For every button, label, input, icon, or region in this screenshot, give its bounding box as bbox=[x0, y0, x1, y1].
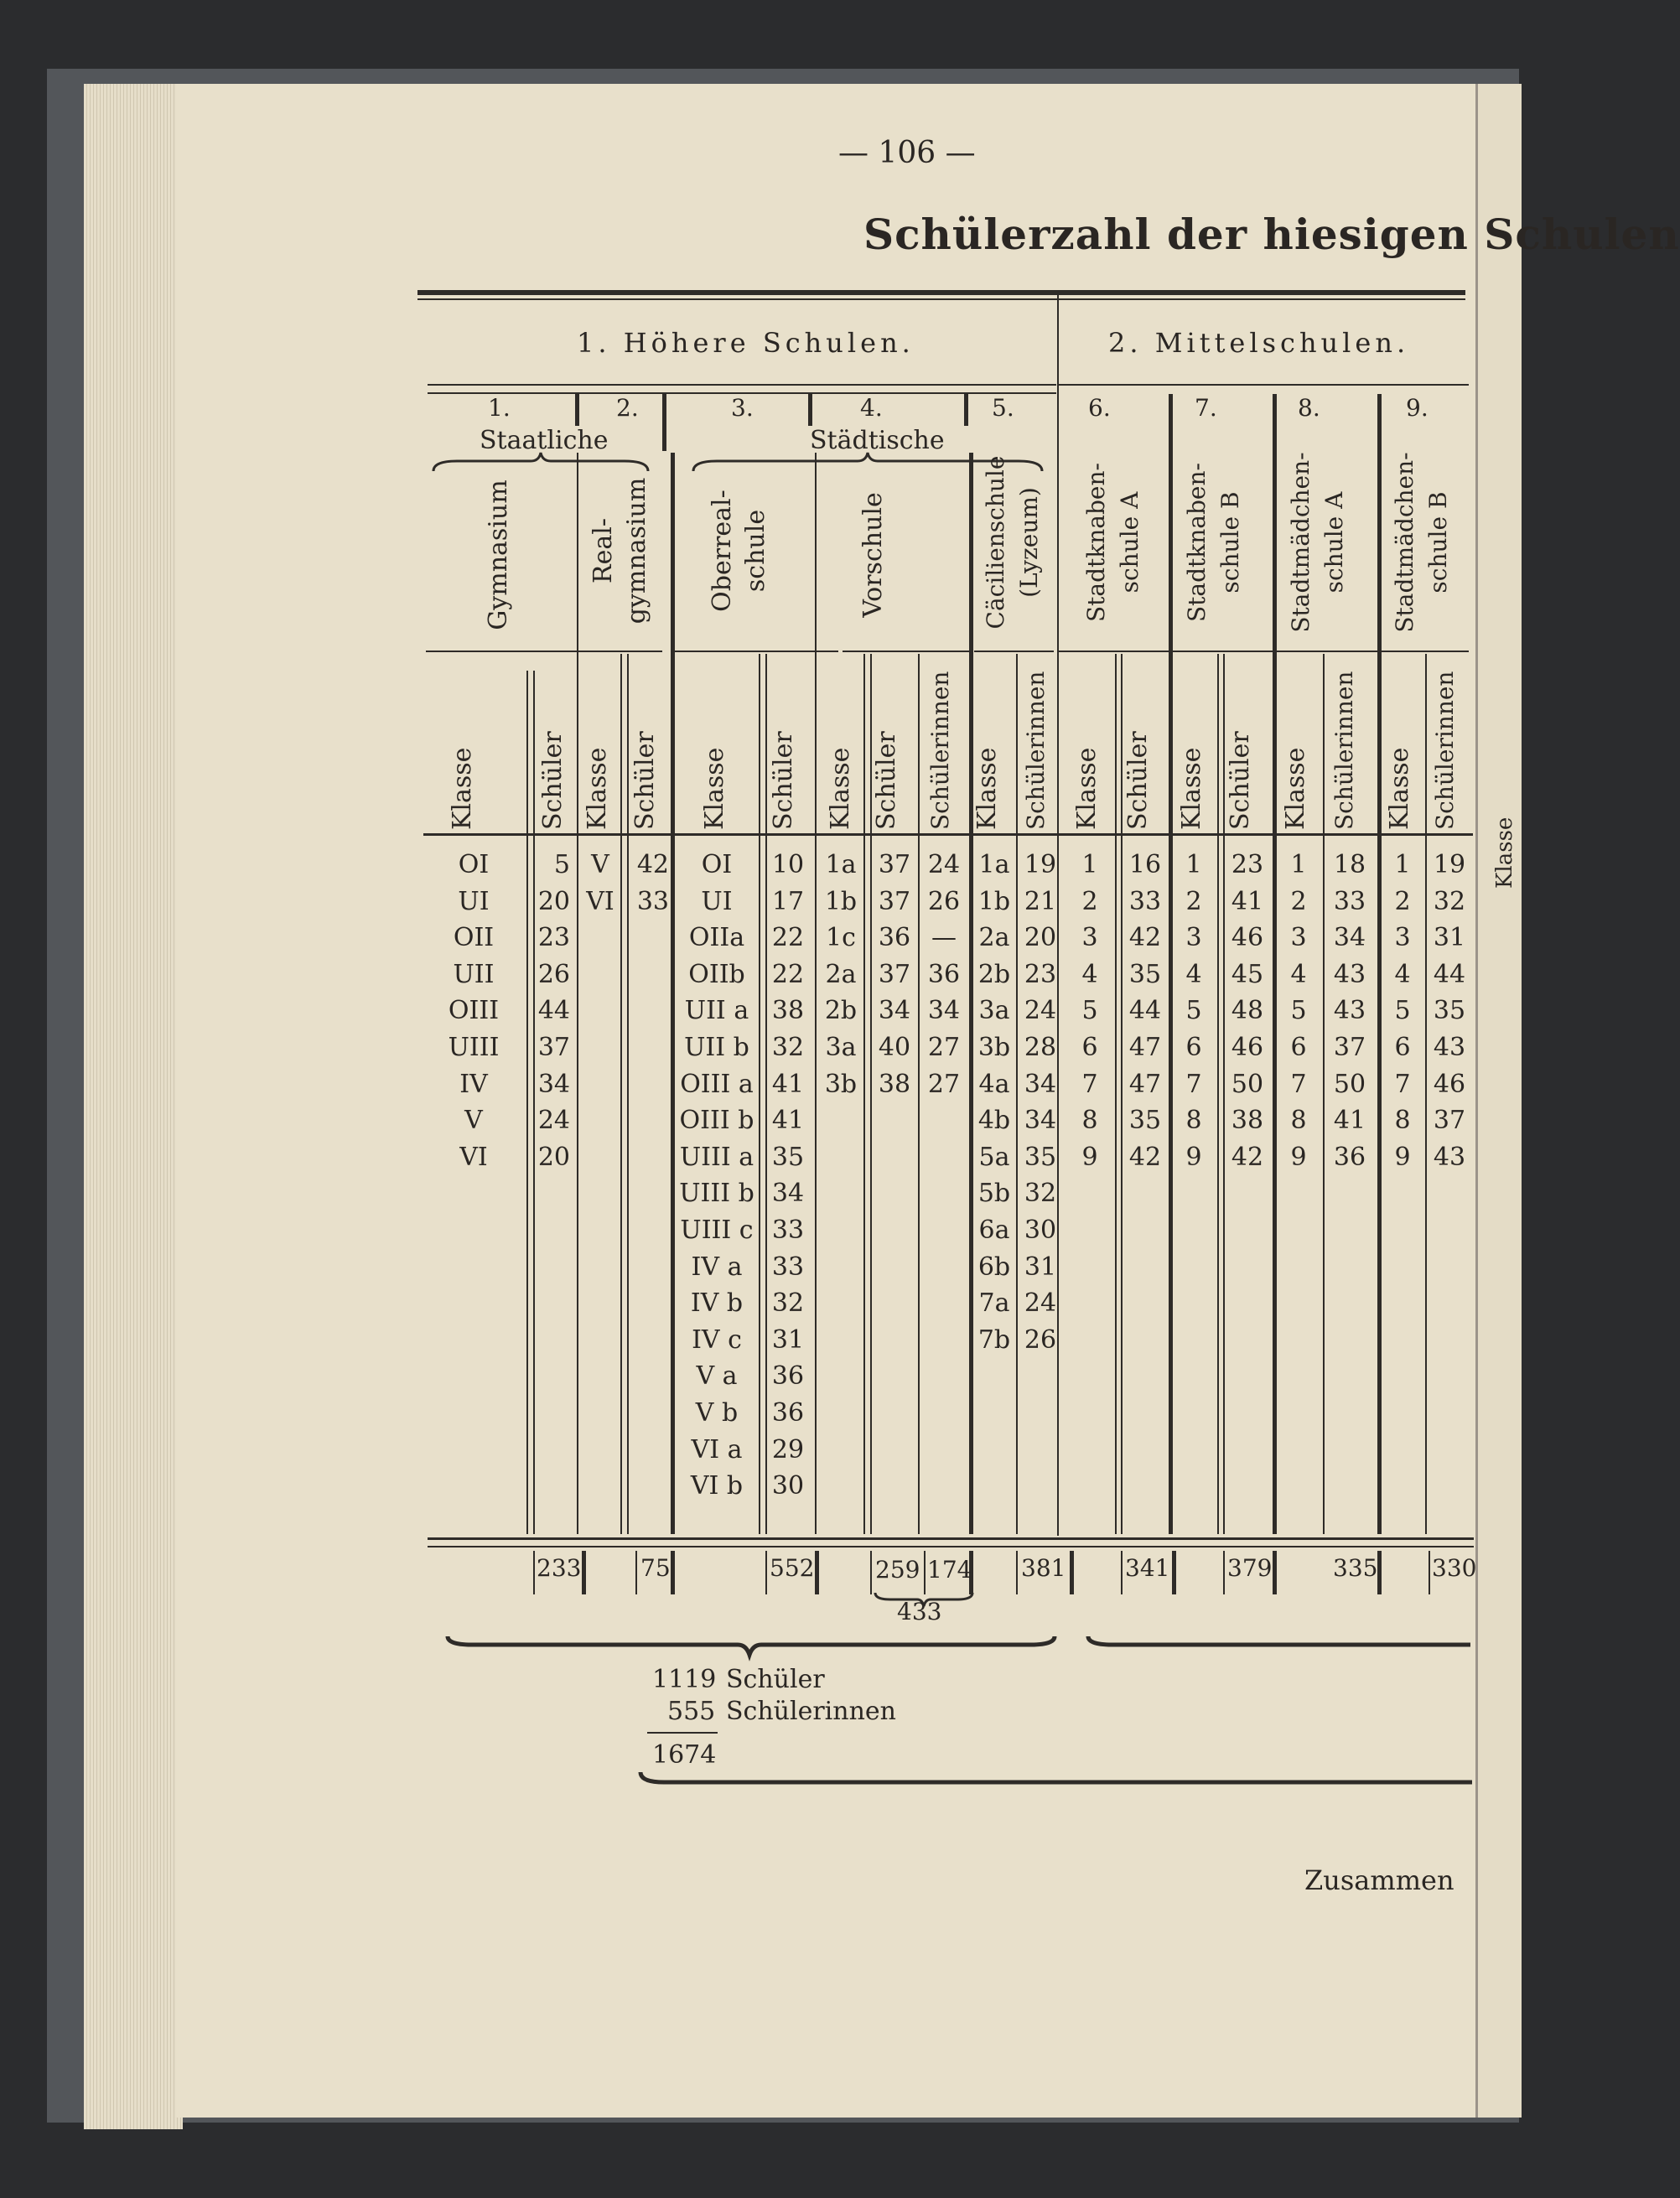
sub-ober-schueler: Schüler bbox=[769, 731, 798, 830]
group-mittel: 2. Mittelschulen. bbox=[1108, 327, 1410, 359]
num-1: 1. bbox=[488, 394, 511, 422]
rule-c bbox=[1058, 384, 1469, 386]
rule-gym-sub bbox=[426, 651, 577, 652]
tot-vl-16 bbox=[1377, 1551, 1382, 1594]
col-lyz-klasse: 1a 1b 2a 2b 3a 3b 4a 4b 5a 5b 6a 6b 7a 7b bbox=[977, 850, 1011, 1355]
page-edges bbox=[84, 84, 183, 2129]
num-3: 3. bbox=[731, 394, 754, 422]
sub-vor-schuelerinnen: Schülerinnen bbox=[926, 671, 954, 830]
school-vorschule: Vorschule bbox=[858, 492, 888, 618]
rule-lyz-sub bbox=[974, 651, 1054, 652]
rule-ober-sub bbox=[675, 651, 838, 652]
page-number: — 106 — bbox=[838, 136, 976, 170]
tot-vl-8 bbox=[924, 1551, 926, 1594]
sub-smb-schuelerinnen: Schülerinnen bbox=[1431, 671, 1459, 830]
num-4: 4. bbox=[860, 394, 883, 422]
col-ober-schueler: 10 17 22 22 38 32 41 41 35 34 33 33 32 31 36 36 29 30 bbox=[771, 850, 805, 1501]
tot-vl-7 bbox=[870, 1551, 872, 1594]
sub-vor-schueler: Schüler bbox=[872, 731, 901, 830]
staedtische-label: Städtische bbox=[810, 426, 945, 455]
sub-lyz-schuelerinnen: Schülerinnen bbox=[1022, 671, 1050, 830]
school-oberrealschule: Oberreal- schule bbox=[708, 490, 770, 612]
sub-gym-klasse: Klasse bbox=[448, 747, 477, 830]
summary-schuelerinnen-count: 555 bbox=[667, 1697, 716, 1726]
vl-real-a bbox=[620, 654, 622, 1534]
total-sma: 335 bbox=[1333, 1554, 1378, 1582]
sub-skb-klasse: Klasse bbox=[1177, 747, 1206, 830]
summary-schuelerinnen-label: Schülerinnen bbox=[726, 1697, 896, 1726]
tot-vl-1 bbox=[533, 1551, 535, 1594]
vl-smb-a bbox=[1425, 654, 1427, 1534]
num-7: 7. bbox=[1195, 394, 1217, 422]
tot-vl-3 bbox=[635, 1551, 637, 1594]
rule-real-sub bbox=[578, 651, 662, 652]
school-stadtmaedchen-b: Stadtmädchen- schule B bbox=[1391, 452, 1452, 633]
vl-vor-c bbox=[918, 654, 920, 1534]
tot-vl-4 bbox=[671, 1551, 675, 1594]
header-bottom-rule bbox=[423, 833, 1473, 836]
summary-rule bbox=[647, 1732, 718, 1734]
school-realgymnasium: Real- gymnasium bbox=[589, 477, 651, 625]
total-skb: 379 bbox=[1227, 1554, 1273, 1582]
totals-rule-2 bbox=[428, 1546, 1474, 1547]
brace-grand-total bbox=[639, 1770, 1474, 1792]
brace-mittel-sum bbox=[1086, 1633, 1472, 1651]
page-title: Schülerzahl der hiesigen Schulen bbox=[863, 210, 1680, 259]
vl-skb-a bbox=[1217, 654, 1219, 1534]
vl-real-b bbox=[627, 654, 629, 1534]
sub-ober-klasse: Klasse bbox=[700, 747, 729, 830]
numdiv-2 bbox=[662, 392, 666, 451]
facing-page-klasse: Klasse bbox=[1492, 816, 1517, 889]
tot-vl-13 bbox=[1172, 1551, 1176, 1594]
rule-mittel-sub bbox=[1058, 651, 1469, 652]
school-caecilienschule: Cäcilienschule (Lyzeum) bbox=[982, 455, 1043, 630]
vl-skb-b bbox=[1223, 654, 1225, 1534]
col-sma-schuelerinnen: 18 33 34 43 43 37 50 41 36 bbox=[1333, 850, 1366, 1172]
col-smb-klasse: 1 2 3 4 5 6 7 8 9 bbox=[1394, 850, 1411, 1172]
col-vor-schueler: 37 37 36 37 34 40 38 bbox=[878, 850, 911, 1099]
tot-vl-15 bbox=[1273, 1551, 1277, 1594]
col-ska-schueler: 16 33 42 35 44 47 47 35 42 bbox=[1128, 850, 1162, 1172]
summary-schueler-label: Schüler bbox=[726, 1665, 825, 1694]
col-ober-klasse: OI UI OIIa OIIb UII a UII b OIII a OIII b UIII a UIII b UIII c IV a IV b IV c V a V b VI a VI b bbox=[679, 850, 754, 1501]
total-ska: 341 bbox=[1125, 1554, 1170, 1582]
school-gymnasium: Gymnasium bbox=[484, 480, 513, 630]
sub-real-schueler: Schüler bbox=[630, 731, 660, 830]
col-skb-klasse: 1 2 3 4 5 6 7 8 9 bbox=[1185, 850, 1202, 1172]
tot-vl-14 bbox=[1223, 1551, 1225, 1594]
sub-smb-klasse: Klasse bbox=[1385, 747, 1414, 830]
facing-page-strip bbox=[1475, 84, 1522, 2118]
sub-sma-klasse: Klasse bbox=[1281, 747, 1310, 830]
numdiv-3 bbox=[808, 392, 812, 426]
tot-vl-5 bbox=[765, 1551, 767, 1594]
col-vor-klasse: 1a 1b 1c 2a 2b 3a 3b bbox=[824, 850, 858, 1099]
school-stadtknaben-b: Stadtknaben- schule B bbox=[1183, 463, 1244, 622]
tot-vl-17 bbox=[1429, 1551, 1430, 1594]
col-ska-klasse: 1 2 3 4 5 6 7 8 9 bbox=[1081, 850, 1098, 1172]
col-smb-schuelerinnen: 19 32 31 44 35 43 46 37 43 bbox=[1433, 850, 1466, 1172]
tot-vl-12 bbox=[1121, 1551, 1123, 1594]
col-vor-schuelerinnen: 24 26 — 36 34 27 27 bbox=[927, 850, 961, 1099]
total-vorschule: 433 bbox=[897, 1598, 942, 1625]
rule-vor-sub bbox=[843, 651, 972, 652]
tot-vl-10 bbox=[1016, 1551, 1018, 1594]
col-real-schueler: 42 33 bbox=[636, 850, 669, 916]
sub-lyz-klasse: Klasse bbox=[972, 747, 1002, 830]
brace-hoehere-sum bbox=[446, 1633, 1056, 1658]
school-stadtknaben-a: Stadtknaben- schule A bbox=[1082, 463, 1143, 622]
num-2: 2. bbox=[616, 394, 639, 422]
vl-ska-a bbox=[1115, 654, 1117, 1534]
total-gym: 233 bbox=[537, 1554, 582, 1582]
title-rule bbox=[417, 290, 1465, 295]
col-skb-schueler: 23 41 46 45 48 46 50 38 42 bbox=[1231, 850, 1264, 1172]
numdiv-1 bbox=[575, 392, 579, 426]
sub-vor-klasse: Klasse bbox=[826, 747, 855, 830]
vl-ska-b bbox=[1121, 654, 1123, 1534]
school-stadtmaedchen-a: Stadtmädchen- schule A bbox=[1287, 452, 1348, 633]
col-gym-schueler: 5 20 23 26 44 37 34 24 20 bbox=[537, 850, 570, 1172]
vl-ober-vor bbox=[815, 453, 817, 1534]
vl-vor-a bbox=[863, 654, 865, 1534]
vl-ober-a bbox=[759, 654, 760, 1534]
total-smb: 330 bbox=[1432, 1554, 1477, 1582]
num-8: 8. bbox=[1298, 394, 1320, 422]
rule-a bbox=[428, 384, 1056, 386]
col-lyz-schuelerinnen: 19 21 20 23 24 28 34 34 35 32 30 31 24 26 bbox=[1024, 850, 1057, 1355]
sub-sma-schuelerinnen: Schülerinnen bbox=[1330, 671, 1358, 830]
staatliche-label: Staatliche bbox=[480, 426, 609, 455]
vl-sma-a bbox=[1323, 654, 1325, 1534]
tot-vl-6 bbox=[815, 1551, 819, 1594]
total-lyz: 381 bbox=[1021, 1554, 1066, 1582]
sub-gym-schueler: Schüler bbox=[538, 731, 568, 830]
num-5: 5. bbox=[992, 394, 1014, 422]
col-sma-klasse: 1 2 3 4 5 6 7 8 9 bbox=[1290, 850, 1307, 1172]
title-rule-2 bbox=[417, 298, 1465, 300]
num-6: 6. bbox=[1088, 394, 1111, 422]
totals-rule bbox=[428, 1537, 1474, 1540]
vl-vor-lyz bbox=[969, 453, 973, 1534]
total-vor-schuelerinnen: 174 bbox=[927, 1556, 972, 1584]
summary-total: 1674 bbox=[652, 1740, 717, 1770]
sub-real-klasse: Klasse bbox=[583, 747, 612, 830]
catchword: Zusammen bbox=[1304, 1864, 1454, 1896]
total-ober: 552 bbox=[770, 1554, 815, 1582]
total-vor-schueler: 259 bbox=[875, 1556, 920, 1584]
tot-vl-11 bbox=[1070, 1551, 1074, 1594]
vl-gym-real bbox=[577, 453, 578, 1534]
sub-ska-schueler: Schüler bbox=[1123, 731, 1153, 830]
col-gym-klasse: OI UI OII UII OIII UIII IV V VI bbox=[448, 850, 500, 1172]
sub-skb-schueler: Schüler bbox=[1226, 731, 1255, 830]
col-real-klasse: V VI bbox=[586, 850, 614, 916]
summary-schueler-count: 1119 bbox=[652, 1665, 717, 1694]
sub-ska-klasse: Klasse bbox=[1072, 747, 1102, 830]
group-hoehere: 1. Höhere Schulen. bbox=[577, 327, 915, 359]
tot-vl-2 bbox=[582, 1551, 586, 1594]
num-9: 9. bbox=[1406, 394, 1429, 422]
numdiv-4 bbox=[964, 392, 968, 426]
total-real: 75 bbox=[640, 1554, 671, 1582]
